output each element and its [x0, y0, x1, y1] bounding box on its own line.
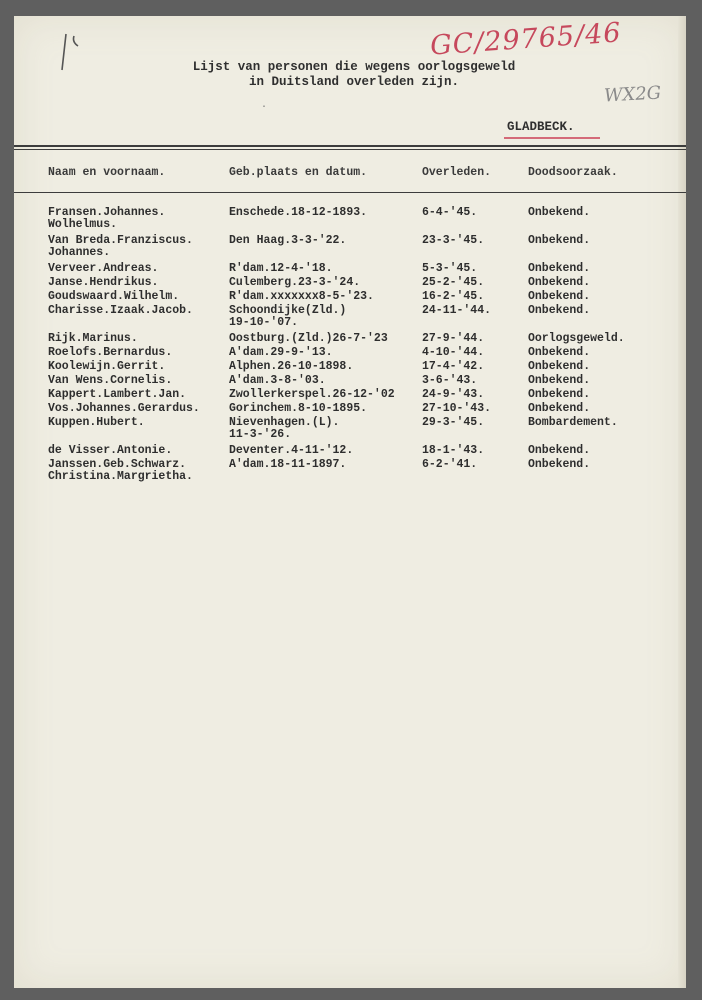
cell-cause: Onbekend.: [528, 402, 591, 415]
cell-birth: Zwollerkerspel.26-12-'02: [229, 388, 395, 401]
cell-died: 24-9-'43.: [422, 388, 485, 401]
cell-cause: Oorlogsgeweld.: [528, 332, 625, 345]
cell-name: Fransen.Johannes.: [48, 206, 166, 219]
document-page: [14, 16, 686, 988]
cell-birth: A'dam.29-9-'13.: [229, 346, 333, 359]
cell-cause: Onbekend.: [528, 360, 591, 373]
page-edge: [678, 16, 686, 988]
cell-died: 4-10-'44.: [422, 346, 485, 359]
cell-cause: Onbekend.: [528, 262, 591, 275]
cell-died: 6-2-'41.: [422, 458, 478, 471]
cell-name: Janssen.Geb.Schwarz.: [48, 458, 187, 471]
cell-birth: 11-3-'26.: [229, 428, 292, 441]
cell-birth: Den Haag.3-3-'22.: [229, 234, 347, 247]
cell-died: 5-3-'45.: [422, 262, 478, 275]
cell-died: 3-6-'43.: [422, 374, 478, 387]
cell-name: Christina.Margrietha.: [48, 470, 193, 483]
cell-died: 18-1-'43.: [422, 444, 485, 457]
cell-birth: Culemberg.23-3-'24.: [229, 276, 361, 289]
cell-name: Verveer.Andreas.: [48, 262, 159, 275]
cell-birth: Oostburg.(Zld.)26-7-'23: [229, 332, 388, 345]
header-name: Naam en voornaam.: [48, 166, 166, 179]
cell-died: 24-11-'44.: [422, 304, 492, 317]
cell-birth: Deventer.4-11-'12.: [229, 444, 354, 457]
cell-name: Van Wens.Cornelis.: [48, 374, 173, 387]
stray-mark: ·: [261, 102, 268, 113]
cell-name: Kuppen.Hubert.: [48, 416, 145, 429]
document-title: [184, 60, 524, 90]
cell-died: 27-10-'43.: [422, 402, 492, 415]
cell-birth: Enschede.18-12-1893.: [229, 206, 368, 219]
cell-died: 16-2-'45.: [422, 290, 485, 303]
cell-name: Charisse.Izaak.Jacob.: [48, 304, 193, 317]
cell-name: Wolhelmus.: [48, 218, 118, 231]
pencil-mark: [54, 32, 90, 72]
cell-birth: Alphen.26-10-1898.: [229, 360, 354, 373]
table-header: [14, 166, 686, 186]
cell-birth: A'dam.3-8-'03.: [229, 374, 326, 387]
cell-cause: Onbekend.: [528, 234, 591, 247]
header-died: Overleden.: [422, 166, 492, 179]
cell-cause: Onbekend.: [528, 388, 591, 401]
cell-name: Goudswaard.Wilhelm.: [48, 290, 180, 303]
cell-name: Johannes.: [48, 246, 111, 259]
cell-name: Vos.Johannes.Gerardus.: [48, 402, 200, 415]
cell-died: 17-4-'42.: [422, 360, 485, 373]
region-heading: GLADBECK.: [507, 120, 575, 134]
cell-birth: R'dam.12-4-'18.: [229, 262, 333, 275]
cell-cause: Onbekend.: [528, 304, 591, 317]
cell-birth: Schoondijke(Zld.): [229, 304, 347, 317]
cell-name: de Visser.Antonie.: [48, 444, 173, 457]
cell-died: 25-2-'45.: [422, 276, 485, 289]
cell-name: Van Breda.Franziscus.: [48, 234, 193, 247]
cell-cause: Onbekend.: [528, 458, 591, 471]
header-birth: Geb.plaats en datum.: [229, 166, 368, 179]
cell-cause: Onbekend.: [528, 206, 591, 219]
cell-cause: Onbekend.: [528, 276, 591, 289]
header-cause: Doodsoorzaak.: [528, 166, 618, 179]
cell-cause: Bombardement.: [528, 416, 618, 429]
cell-birth: R'dam.xxxxxxx8-5-'23.: [229, 290, 374, 303]
cell-cause: Onbekend.: [528, 290, 591, 303]
cell-birth: 19-10-'07.: [229, 316, 299, 329]
header-rule: [14, 192, 686, 193]
cell-birth: Nievenhagen.(L).: [229, 416, 340, 429]
cell-name: Kappert.Lambert.Jan.: [48, 388, 187, 401]
cell-name: Roelofs.Bernardus.: [48, 346, 173, 359]
cell-died: 27-9-'44.: [422, 332, 485, 345]
top-rule-thin: [14, 149, 686, 150]
archive-reference-annotation: GC/29765/46: [429, 17, 623, 62]
cell-died: 23-3-'45.: [422, 234, 485, 247]
cell-died: 29-3-'45.: [422, 416, 485, 429]
cell-birth: A'dam.18-11-1897.: [229, 458, 347, 471]
cell-cause: Onbekend.: [528, 444, 591, 457]
cell-cause: Onbekend.: [528, 346, 591, 359]
cell-died: 6-4-'45.: [422, 206, 478, 219]
title-line-1: Lijst van personen die wegens oorlogsgeweld: [192, 60, 516, 74]
region-underline: [504, 137, 600, 139]
cell-name: Janse.Hendrikus.: [48, 276, 159, 289]
pencil-annotation: WX2G: [603, 82, 662, 107]
cell-cause: Onbekend.: [528, 374, 591, 387]
title-line-2: in Duitsland overleden zijn.: [248, 75, 460, 89]
cell-birth: Gorinchem.8-10-1895.: [229, 402, 368, 415]
top-rule: [14, 145, 686, 147]
cell-name: Koolewijn.Gerrit.: [48, 360, 166, 373]
cell-name: Rijk.Marinus.: [48, 332, 138, 345]
